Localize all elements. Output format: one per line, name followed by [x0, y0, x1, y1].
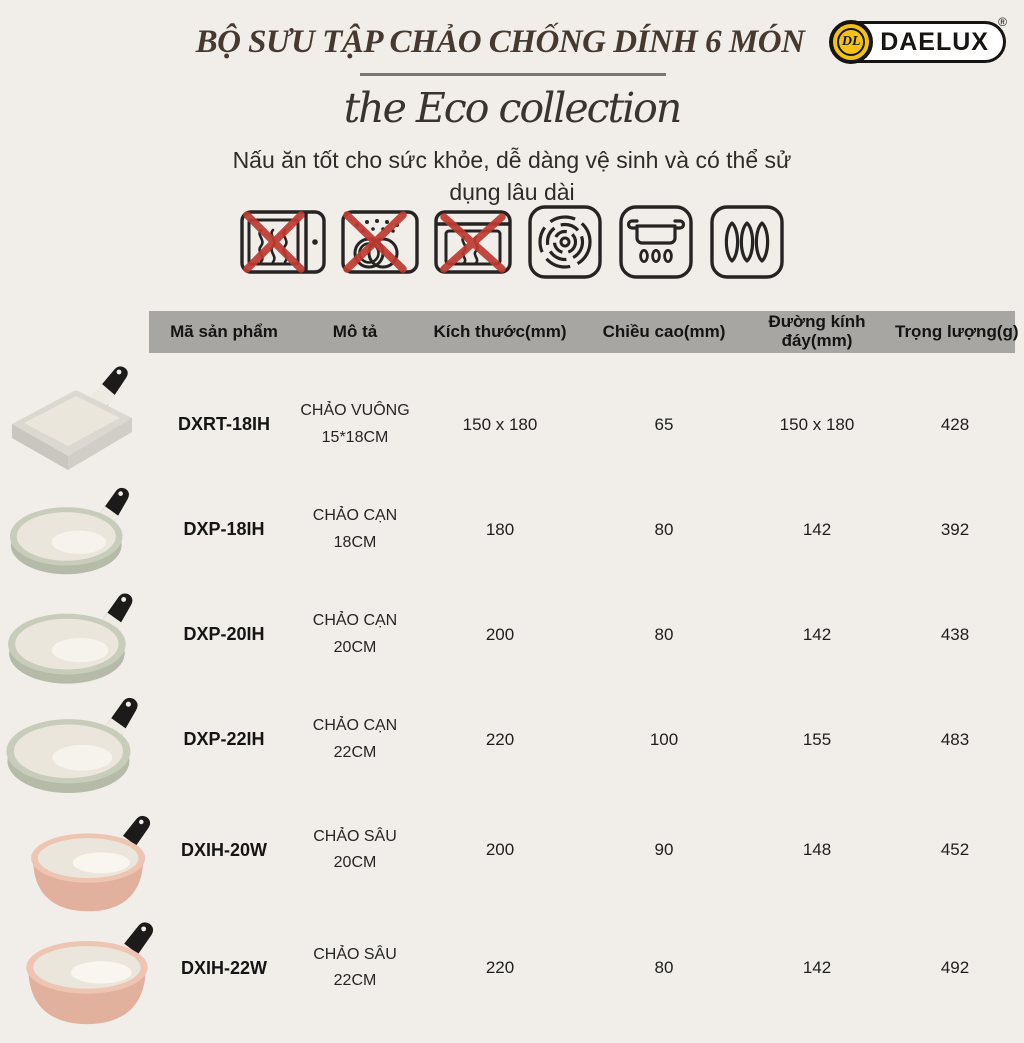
description-line-2: 22CM — [333, 972, 377, 989]
brand-monogram: DL — [837, 28, 865, 56]
size-value: 150 x 180 — [462, 414, 538, 434]
gas-stove-safe-icon — [617, 203, 695, 281]
description-line-1: CHẢO CẠN — [312, 717, 398, 735]
product-code: DXIH-20W — [180, 839, 267, 860]
height-value: 65 — [654, 414, 674, 434]
oven-not-allowed-icon — [433, 203, 513, 281]
registered-trademark-mark: ® — [998, 15, 1007, 29]
col-header-base-diameter: Đường kính đáy(mm) — [768, 312, 866, 350]
spec-table-header — [149, 311, 1019, 353]
brand-logo — [831, 15, 1007, 63]
description-line-2: 20CM — [333, 854, 377, 871]
height-value: 80 — [654, 519, 674, 539]
product-description — [299, 824, 411, 877]
subtitle — [0, 144, 1024, 208]
col-header-description: Mô tả — [332, 321, 378, 341]
weight-value: 428 — [940, 414, 970, 434]
sage-pan-image — [2, 686, 152, 808]
weight-value: 492 — [940, 958, 970, 977]
product-code: DXIH-22W — [180, 957, 267, 978]
dishwasher-not-allowed-icon — [340, 203, 420, 281]
base-diameter-value: 142 — [802, 624, 832, 644]
size-value: 200 — [485, 624, 515, 644]
collection-name: the Eco collection — [343, 84, 681, 132]
table-row-dxih-22w — [149, 908, 1015, 1028]
page-title: BỘ SƯU TẬP CHẢO CHỐNG DÍNH 6 MÓN — [195, 24, 805, 60]
product-description — [299, 398, 411, 451]
product-description — [299, 608, 411, 661]
product-description — [299, 942, 411, 995]
description-line-2: 20CM — [333, 638, 377, 656]
base-diameter-value: 155 — [802, 729, 832, 749]
care-icons-row — [0, 203, 1024, 281]
square-pan-image — [6, 360, 138, 480]
description-line-1: CHẢO VUÔNG — [300, 402, 410, 420]
sage-pan-image — [6, 477, 142, 588]
description-line-1: CHẢO SÂU — [313, 827, 397, 845]
size-value: 220 — [485, 958, 515, 977]
size-value: 180 — [485, 519, 515, 539]
base-diameter-value: 142 — [802, 519, 832, 539]
height-value: 80 — [654, 958, 674, 977]
base-diameter-value: 148 — [802, 840, 832, 859]
subtitle-line-2: dụng lâu dài — [449, 179, 575, 206]
spec-table-body — [149, 372, 1015, 1028]
col-header-height: Chiều cao(mm) — [602, 321, 726, 341]
description-line-1: CHẢO CẠN — [312, 612, 398, 630]
height-value: 100 — [649, 729, 679, 749]
description-line-2: 18CM — [333, 533, 377, 551]
description-line-1: CHẢO CẠN — [312, 507, 398, 525]
induction-safe-icon — [708, 203, 786, 281]
size-value: 200 — [485, 840, 515, 859]
description-line-2: 22CM — [333, 743, 377, 761]
product-code: DXP-18IH — [183, 519, 265, 539]
microwave-not-allowed-icon — [239, 203, 327, 281]
title-divider — [360, 73, 666, 76]
product-description — [299, 503, 411, 556]
description-line-2: 15*18CM — [321, 428, 389, 446]
product-code: DXRT-18IH — [177, 414, 271, 434]
weight-value: 483 — [940, 729, 970, 749]
table-row-dxp-18ih — [149, 477, 1015, 582]
base-diameter-value: 150 x 180 — [779, 414, 855, 434]
product-description — [299, 713, 411, 766]
radiant-cooktop-safe-icon — [526, 203, 604, 281]
sage-pan-image — [4, 582, 146, 698]
subtitle-line-1: Nấu ăn tốt cho sức khỏe, dễ dàng vệ sinh và có thể sử — [232, 147, 792, 173]
weight-value: 438 — [940, 624, 970, 644]
product-code: DXP-22IH — [183, 729, 265, 749]
col-header-weight: Trọng lượng(g) — [895, 321, 1019, 341]
table-row-dxp-22ih — [149, 687, 1015, 792]
table-row-dxp-20ih — [149, 582, 1015, 687]
description-line-1: CHẢO SÂU — [313, 945, 397, 963]
table-row-dxrt-18ih — [149, 372, 1015, 477]
height-value: 80 — [654, 624, 674, 644]
height-value: 90 — [654, 840, 674, 859]
weight-value: 392 — [940, 519, 970, 539]
base-diameter-value: 142 — [802, 958, 832, 977]
brand-monogram-badge — [829, 20, 873, 64]
pink-deep-pan-image — [14, 808, 166, 929]
table-row-dxih-20w — [149, 792, 1015, 908]
weight-value: 452 — [940, 840, 970, 859]
col-header-size: Kích thước(mm) — [433, 321, 567, 341]
col-header-product-code: Mã sản phẩm — [170, 321, 278, 341]
brand-name: DAELUX — [880, 27, 989, 56]
size-value: 220 — [485, 729, 515, 749]
product-code: DXP-20IH — [183, 624, 265, 644]
